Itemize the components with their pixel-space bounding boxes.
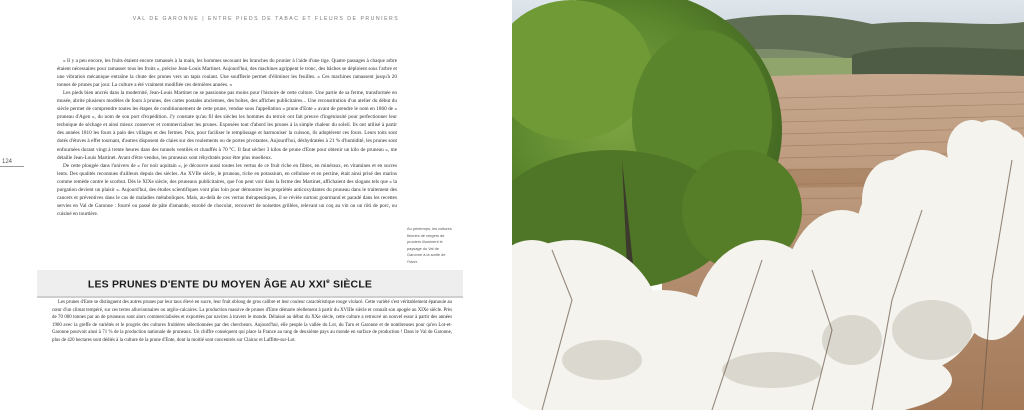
section-band-shadow [37, 296, 463, 298]
body-paragraph-3: De cette plongée dans l'univers de « l'or noir aquitain », je découvre aussi toutes les vertus de ce fruit riche en fibres, en minéraux, en vitamines et en sucres lents. Des qualités reconnues d'ailleurs depuis des siècles. Au XVIIe siècle, le pruneau, riche en potassium, en cellulose et en pectine, était ainsi prisé des marins comme remède contre le scorbut. Dès le XIXe siècle, des pruneaux publicitaires, que l'on peut voir dans la ferme des Martinet, affichaient des slogans tels que « la purgation devient un plaisir ». Aujourd'hui, des études scientifiques vont plus loin pour démontrer les propriétés anticoxydantes du pruneau dans le traitement des cancers et préventives dans le cas de maladies métaboliques. Mais, au-delà de ces vertus thérapeutiques, il se révèle surtout gourmand et paradé dans les recettes servies en Val de Garonne : fourré ou passé de pâte d'amande, enrobé de chocolat, recouvert de noisettes grillées, relevant un coq au vin ou un rôti de porc, ou cuisiné en tourtière. [57, 162, 397, 217]
page-number: 124 [2, 159, 13, 165]
plum-blossom-photo [512, 0, 1024, 410]
section-paragraph-1: Les prunes d'Ente se distinguent des autres prunes par leur taux élevé en sucre, leur fruit oblong de gros calibre et leur couleur caractéristique rouge violacé. Cette variété s'est véritablement épanouie au cœur d'un climat tempéré, sur ces terres alluvionnaires ou argilo-calcaires. La production massive de prunes d'Ente démarre réellement à partir du XVIIIe siècle et connaît son apogée au XIXe siècle. Près de 70 000 tonnes par an de pruneaux sont alors commercialisées et exportées par navires à travers le monde. Délaissé au début du XXe siècle, cette culture a retrouvé un nouvel essor à partir des années 1960 avec la greffe de variétés et le progrès des cultures fruitières sélectionnées par des chercheurs. Aujourd'hui, elle peuple la vallée du Lot, du Tarn et Garonne et de nombreuses pour qu'en Lot-et-Garonne pourvoit ainsi à 71 % de la production nationale de pruneaux. Un chiffre conséquent qui place la France au rang de deuxième pays au monde en surface de production ! Dans le Val de Garonne, plus de 420 hectares sont dédiés à la culture de la prune d'Ente, dont la moitié sont concentrés sur Clairac et Laffitte-sur-Lot. [52, 300, 452, 343]
section-title-suffix: e [326, 278, 330, 285]
body-paragraph-1: « Il y a peu encore, les fruits étaient encore ramassés à la main, les hommes secouant les branches du prunier à l'aide d'une tige. Quatre passages à chaque arbre étaient nécessaires pour ramasser tous les fruits », précise Jean-Louis Martinet. Aujourd'hui, des machines agrippent le tronc, des bâches se déploient sous l'arbre et une vibration mécanique entraîne la chute des prunes vers un tapis roulant. Une soufflerie permet d'éliminer les feuilles. « Ces machines ramassent jusqu'à 20 tonnes de prunes par jour. La culture a été vraiment modifiée ces dernières années. » [57, 58, 397, 89]
body-text [57, 57, 397, 218]
section-title [40, 278, 420, 291]
running-head: VAL DE GARONNE | ENTRE PIEDS DE TABAC ET FLEURS DE PRUNIERS [132, 16, 400, 22]
section-text [52, 299, 452, 344]
body-paragraph-2: Les pieds bien ancrés dans la modernité, Jean-Louis Martinet ne se passionne pas moins pour l'histoire de cette culture. Une partie de sa ferme, transformée en musée, abrite plusieurs modèles de fours à prunes, des cartes postales anciennes, des boîtes, des affiches publicitaires... Une reconstitution d'un atelier du début du siècle permet de comprendre toutes les étapes de conditionnement de cette prune, vendue sous l'appellation « prune d'Ente » avant de prendre le nom en 1860 de « pruneau d'Agen », du nom de son port d'expédition. J'y constate qu'au fil des siècles les hommes du terroir ont fait preuve d'ingéniosité pour perfectionner leur technique de séchage et ainsi mieux conserver et commercialiser les prunes. Exposées tout d'abord les prunes à la simple chaleur du soleil. Ils ont utilisé à partir des années 1810 les fours à pain des villages et des fermes. Puis, pour faciliser le remplissage et harmoniser la cuisson, ils adoptèrent ces fours. Leurs toits sont dotés d'étuves à effet tournant, d'autres disposent de claies sur des roulements ou de portes pivotantes. Aujourd'hui, déshydratées à 21 % d'humidité, les prunes sont enfournées durant vingt à trente heures dans des tunnels ventilés et chauffés à 70 °C. Il faut sécher 3 kilos de prune d'Ente pour obtenir un kilo de pruneau », me détaille Jean-Louis Martinet. Avant d'être vendus, les pruneaux sont réhydratés pour être plus moelleux. [57, 90, 397, 161]
section-title-main: LES PRUNES D'ENTE DU MOYEN ÂGE AU XXI [87, 278, 327, 291]
section-title-tail: SIÈCLE [329, 278, 373, 291]
photo-caption: Au printemps, les cultures fleuries de vergers de pruniers illuminent le paysage du Val de Garonne à la sortie de l'hiver. [407, 226, 452, 264]
folio-rule [0, 166, 24, 167]
